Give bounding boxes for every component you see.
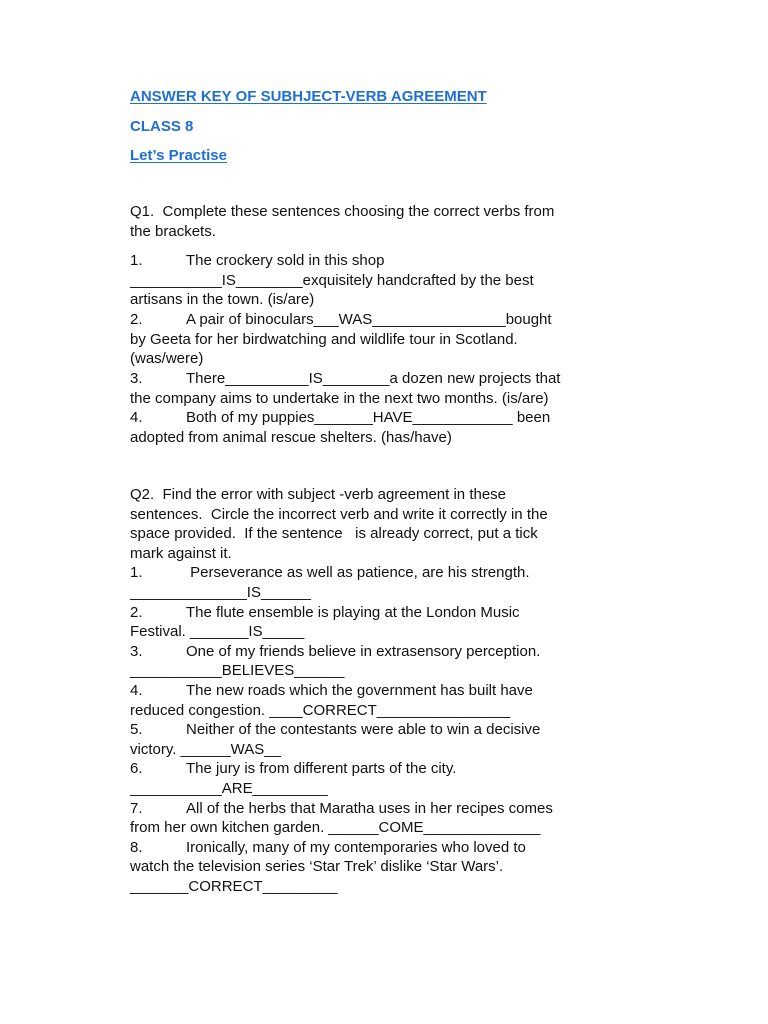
q2-item-5-answer: victory. ______WAS__ (130, 741, 281, 758)
q1-item-1-answer-line: ___________IS________exquisitely handcrafted by the best (130, 272, 534, 289)
q2-item-2-answer: Festival. _______IS_____ (130, 623, 305, 640)
section-heading: Let’s Practise (130, 147, 227, 164)
q1-item-4 (130, 408, 550, 428)
item-number: 8. (130, 839, 143, 856)
q2-item-6 (130, 759, 456, 779)
q2-intro-line-1: Q2. Find the error with subject -verb agreement in these (130, 486, 507, 503)
item-text: A pair of binoculars___WAS________________bought (186, 311, 552, 328)
q1-item-2-line-2: by Geeta for her birdwatching and wildlife tour in Scotland. (130, 331, 518, 348)
item-text: The jury is from different parts of the city. (186, 760, 457, 777)
q2-intro-line-3: space provided. If the sentence is already correct, put a tick (130, 525, 538, 542)
item-text: Neither of the contestants were able to win a decisive (186, 721, 541, 738)
item-text: Ironically, many of my contemporaries who loved to (186, 839, 526, 856)
item-text: Perseverance as well as patience, are his strength. (186, 564, 530, 581)
q1-intro-line-2: the brackets. (130, 223, 216, 240)
q2-item-2 (130, 603, 520, 623)
item-number: 4. (130, 409, 143, 426)
item-text: The crockery sold in this shop (186, 252, 385, 269)
q2-item-3 (130, 642, 540, 662)
q2-item-1-answer: ______________IS______ (130, 584, 312, 601)
q2-item-4 (130, 681, 533, 701)
q2-item-8 (130, 838, 526, 858)
q2-intro-line-2: sentences. Circle the incorrect verb and write it correctly in the (130, 506, 548, 523)
q1-intro-line-1: Q1. Complete these sentences choosing the correct verbs from (130, 203, 555, 220)
item-number: 6. (130, 760, 143, 777)
q2-item-6-answer: ___________ARE_________ (130, 780, 328, 797)
class-label: CLASS 8 (130, 118, 194, 135)
q1-item-2-line-3: (was/were) (130, 350, 204, 367)
q1-item-2 (130, 310, 552, 330)
q2-intro-line-4: mark against it. (130, 545, 232, 562)
q2-item-8-answer: _______CORRECT_________ (130, 878, 338, 895)
item-number: 3. (130, 643, 143, 660)
q2-item-4-answer: reduced congestion. ____CORRECT________________ (130, 702, 511, 719)
item-number: 4. (130, 682, 143, 699)
q1-item-3 (130, 369, 560, 389)
item-number: 7. (130, 800, 143, 817)
q2-item-7 (130, 799, 553, 819)
q1-item-3-line-2: the company aims to undertake in the next two months. (is/are) (130, 390, 549, 407)
q2-item-8-line-2: watch the television series ‘Star Trek’ dislike ‘Star Wars’. (130, 858, 504, 875)
item-number: 3. (130, 370, 143, 387)
item-number: 1. (130, 564, 143, 581)
item-text: There__________IS________a dozen new projects that (186, 370, 561, 387)
item-text: The new roads which the government has built have (186, 682, 533, 699)
item-number: 5. (130, 721, 143, 738)
q2-item-3-answer: ___________BELIEVES______ (130, 662, 345, 679)
q2-item-1 (130, 563, 530, 583)
q2-item-5 (130, 720, 540, 740)
q1-item-4-line-2: adopted from animal rescue shelters. (has/have) (130, 429, 452, 446)
item-text: All of the herbs that Maratha uses in her recipes comes (186, 800, 553, 817)
answer-key-title: ANSWER KEY OF SUBHJECT-VERB AGREEMENT (130, 88, 487, 105)
q1-item-1 (130, 251, 384, 271)
item-text: Both of my puppies_______HAVE____________ been (186, 409, 551, 426)
item-number: 2. (130, 311, 143, 328)
q1-item-1-line-3: artisans in the town. (is/are) (130, 291, 315, 308)
q2-item-7-answer: from her own kitchen garden. ______COME______________ (130, 819, 541, 836)
item-number: 2. (130, 604, 143, 621)
item-number: 1. (130, 252, 143, 269)
item-text: The flute ensemble is playing at the London Music (186, 604, 520, 621)
item-text: One of my friends believe in extrasensory perception. (186, 643, 541, 660)
